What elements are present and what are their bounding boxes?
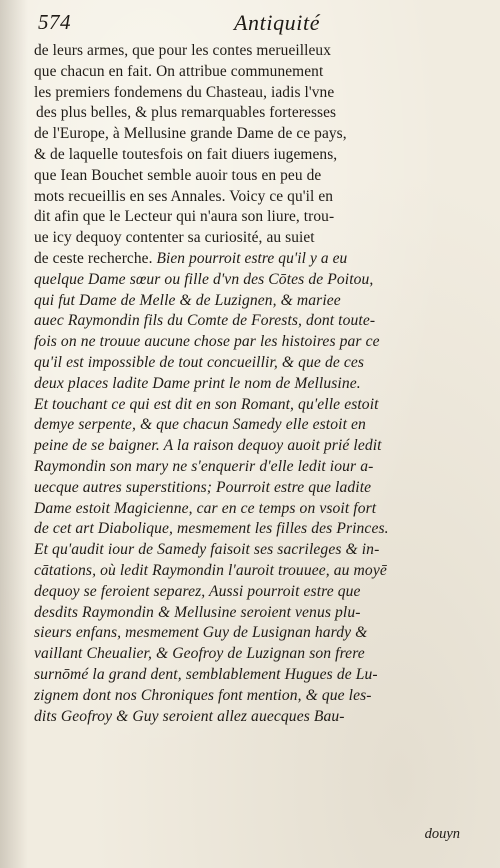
running-title: Antiquité xyxy=(234,10,321,35)
text-line: quelque Dame sœur ou fille d'vn des Cōtes de Poitou, xyxy=(34,270,374,288)
text-line: dits Geofroy & Guy seroient allez auecques Bau- xyxy=(34,707,345,725)
text-line: les premiers fondemens du Chasteau, iadis l'vne xyxy=(34,83,335,101)
text-line-mixed xyxy=(34,249,470,270)
text-line: desdits Raymondin & Mellusine seroient venus plu- xyxy=(34,603,361,621)
text-line: des plus belles, & plus remarquables forteresses xyxy=(36,104,337,122)
text-line: qu'il est impossible de tout concueillir, & que de ces xyxy=(34,353,365,371)
text-line: que Iean Bouchet semble auoir tous en peu de xyxy=(34,166,322,184)
text-line: uecque autres superstitions; Pourroit estre que ladite xyxy=(34,478,372,496)
text-line: ue icy dequoy contenter sa curiosité, au suiet xyxy=(34,229,315,247)
text-line: que chacun en fait. On attribue communement xyxy=(34,62,324,80)
text-line: de l'Europe, à Mellusine grande Dame de ce pays, xyxy=(34,125,347,143)
text-line: demye serpente, & que chacun Samedy elle estoit en xyxy=(34,416,366,434)
text-line: cātations, où ledit Raymondin l'auroit trouuee, au moyē xyxy=(34,561,387,579)
text-line: de cet art Diabolique, mesmement les filles des Princes. xyxy=(34,520,389,538)
text-line: mots recueillis en ses Annales. Voicy ce qu'il en xyxy=(34,187,334,205)
text-line: peine de se baigner. A la raison dequoy auoit prié ledit xyxy=(34,437,382,455)
text-italic-segment: Bien pourroit estre qu'il y a eu xyxy=(152,249,348,267)
text-line: vaillant Cheualier, & Geofroy de Luzignan son frere xyxy=(34,645,365,663)
catchword: douyn xyxy=(424,826,460,842)
text-line: auec Raymondin fils du Comte de Forests, dont toute- xyxy=(34,312,376,330)
text-line: & de laquelle toutesfois on fait diuers iugemens, xyxy=(34,145,338,163)
text-line: de leurs armes, que pour les contes merueilleux xyxy=(34,42,332,59)
running-head xyxy=(38,10,458,40)
body-text xyxy=(34,41,470,727)
text-line: surnōmé la grand dent, semblablement Hugues de Lu- xyxy=(34,665,378,683)
text-line: dequoy se feroient separez, Aussi pourroit estre que xyxy=(34,582,361,600)
text-line: dit afin que le Lecteur qui n'aura son liure, trou- xyxy=(34,208,335,226)
text-line: deux places ladite Dame print le nom de Mellusine. xyxy=(34,374,361,392)
text-line: sieurs enfans, mesmement Guy de Lusignan hardy & xyxy=(34,624,368,642)
text-line: Et touchant ce qui est dit en son Romant, qu'elle estoit xyxy=(34,395,379,413)
text-line: fois on ne trouue aucune chose par les histoires par ce xyxy=(34,333,380,351)
text-line: Raymondin son mary ne s'enquerir d'elle ledit iour a- xyxy=(34,457,374,475)
page-number: 574 xyxy=(38,10,71,34)
text-line: qui fut Dame de Melle & de Luzignen, & mariee xyxy=(34,291,341,309)
text-line: Dame estoit Magicienne, car en ce temps on vsoit fort xyxy=(34,499,377,517)
text-line: zignem dont nos Chroniques font mention, & que les- xyxy=(34,686,372,704)
text-roman-segment: de ceste recherche. xyxy=(34,249,153,267)
text-line: Et qu'audit iour de Samedy faisoit ses sacrileges & in- xyxy=(34,541,380,559)
